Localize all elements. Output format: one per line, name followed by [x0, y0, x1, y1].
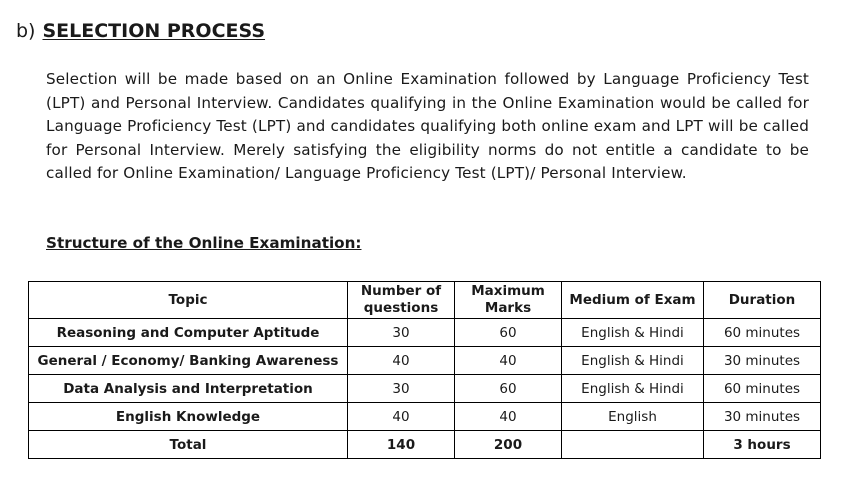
- header-medium: Medium of Exam: [562, 282, 704, 319]
- row-questions: 30: [348, 319, 455, 347]
- section-prefix: b): [16, 20, 36, 42]
- row-duration: 30 minutes: [704, 347, 821, 375]
- section-title: SELECTION PROCESS: [42, 20, 266, 42]
- total-row: [29, 431, 821, 459]
- row-medium: English & Hindi: [562, 375, 704, 403]
- row-topic: General / Economy/ Banking Awareness: [29, 347, 348, 375]
- row-marks: 40: [455, 403, 562, 431]
- total-marks: 200: [455, 431, 562, 459]
- row-duration: 60 minutes: [704, 375, 821, 403]
- table-header-row: [29, 282, 821, 319]
- row-topic: Data Analysis and Interpretation: [29, 375, 348, 403]
- total-questions: 140: [348, 431, 455, 459]
- section-heading: [16, 20, 265, 42]
- row-medium: English & Hindi: [562, 347, 704, 375]
- header-topic: Topic: [29, 282, 348, 319]
- header-marks: Maximum Marks: [455, 282, 562, 319]
- structure-heading: Structure of the Online Examination:: [46, 234, 362, 252]
- row-medium: English & Hindi: [562, 319, 704, 347]
- row-topic: English Knowledge: [29, 403, 348, 431]
- header-duration: Duration: [704, 282, 821, 319]
- row-medium: English: [562, 403, 704, 431]
- row-questions: 40: [348, 403, 455, 431]
- row-marks: 60: [455, 375, 562, 403]
- row-duration: 60 minutes: [704, 319, 821, 347]
- row-questions: 30: [348, 375, 455, 403]
- total-medium: [562, 431, 704, 459]
- header-questions: Number of questions: [348, 282, 455, 319]
- total-duration: 3 hours: [704, 431, 821, 459]
- row-questions: 40: [348, 347, 455, 375]
- table-row: [29, 319, 821, 347]
- table-row: [29, 375, 821, 403]
- exam-structure-table: [28, 281, 821, 459]
- total-label: Total: [29, 431, 348, 459]
- row-duration: 30 minutes: [704, 403, 821, 431]
- row-marks: 60: [455, 319, 562, 347]
- table-row: [29, 347, 821, 375]
- intro-paragraph: Selection will be made based on an Online Examination followed by Language Proficiency Test (LPT) and Personal Interview. Candidates qualifying in the Online Examination would be called for Language Proficiency Test (LPT) and candidates qualifying both online exam and LPT will be called for Personal Interview. Merely satisfying the eligibility norms do not entitle a candidate to be called for Online Examination/ Language Proficiency Test (LPT)/ Personal Interview.: [46, 70, 809, 182]
- row-marks: 40: [455, 347, 562, 375]
- table-row: [29, 403, 821, 431]
- row-topic: Reasoning and Computer Aptitude: [29, 319, 348, 347]
